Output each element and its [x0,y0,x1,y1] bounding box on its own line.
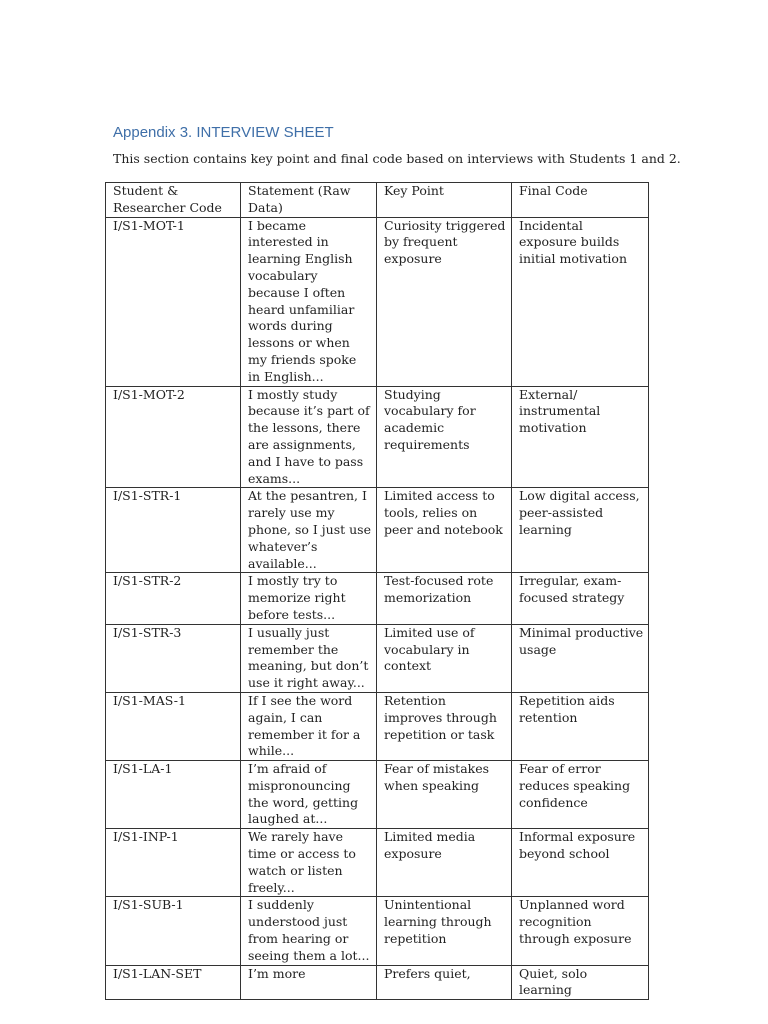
table-row [106,624,649,692]
table-row [106,217,649,386]
cell-code: I/S1-INP-1 [106,829,241,897]
cell-statement: I’m afraid of mispronouncing the word, getting laughed at... [241,761,377,829]
cell-code: I/S1-STR-2 [106,573,241,624]
table-row [106,829,649,897]
cell-statement: I mostly study because it’s part of the lessons, there are assignments, and I have to pass exams... [241,386,377,488]
cell-code: I/S1-MAS-1 [106,692,241,760]
cell-code: I/S1-MOT-1 [106,217,241,386]
cell-code: I/S1-MOT-2 [106,386,241,488]
cell-final-code: Repetition aids retention [512,692,649,760]
cell-key-point: Limited access to tools, relies on peer and notebook [377,488,512,573]
cell-final-code: Unplanned word recognition through exposure [512,897,649,965]
cell-statement: We rarely have time or access to watch or listen freely... [241,829,377,897]
cell-code: I/S1-SUB-1 [106,897,241,965]
cell-final-code: Fear of error reduces speaking confidence [512,761,649,829]
cell-statement: If I see the word again, I can remember it for a while... [241,692,377,760]
cell-key-point: Unintentional learning through repetition [377,897,512,965]
cell-final-code: Incidental exposure builds initial motivation [512,217,649,386]
header-statement: Statement (Raw Data) [241,183,377,218]
cell-final-code: Quiet, solo learning [512,965,649,1000]
cell-code: I/S1-LAN-SET [106,965,241,1000]
table-row [106,386,649,488]
appendix-heading: Appendix 3. INTERVIEW SHEET [113,124,334,141]
table-row [106,573,649,624]
header-code: Student & Researcher Code [106,183,241,218]
cell-key-point: Curiosity triggered by frequent exposure [377,217,512,386]
cell-key-point: Limited media exposure [377,829,512,897]
header-final-code: Final Code [512,183,649,218]
cell-statement: I usually just remember the meaning, but don’t use it right away... [241,624,377,692]
intro-paragraph: This section contains key point and final code based on interviews with Students 1 and 2. [113,151,681,166]
table-row [106,761,649,829]
table-row [106,692,649,760]
header-key-point: Key Point [377,183,512,218]
cell-statement: I mostly try to memorize right before tests... [241,573,377,624]
cell-code: I/S1-LA-1 [106,761,241,829]
cell-key-point: Fear of mistakes when speaking [377,761,512,829]
cell-statement: I suddenly understood just from hearing or seeing them a lot... [241,897,377,965]
cell-final-code: Informal exposure beyond school [512,829,649,897]
table-row [106,897,649,965]
cell-statement: I became interested in learning English vocabulary because I often heard unfamiliar words during lessons or when my friends spoke in English... [241,217,377,386]
cell-code: I/S1-STR-1 [106,488,241,573]
cell-statement: I’m more [241,965,377,1000]
cell-final-code: External/ instrumental motivation [512,386,649,488]
cell-final-code: Minimal productive usage [512,624,649,692]
cell-code: I/S1-STR-3 [106,624,241,692]
cell-key-point: Test-focused rote memorization [377,573,512,624]
table-row [106,488,649,573]
cell-key-point: Studying vocabulary for academic requirements [377,386,512,488]
cell-key-point: Limited use of vocabulary in context [377,624,512,692]
cell-statement: At the pesantren, I rarely use my phone, so I just use whatever’s available... [241,488,377,573]
table-header-row [106,183,649,218]
cell-final-code: Irregular, exam-focused strategy [512,573,649,624]
table-row [106,965,649,1000]
cell-key-point: Retention improves through repetition or task [377,692,512,760]
interview-table [105,182,649,1000]
cell-final-code: Low digital access, peer-assisted learning [512,488,649,573]
cell-key-point: Prefers quiet, [377,965,512,1000]
